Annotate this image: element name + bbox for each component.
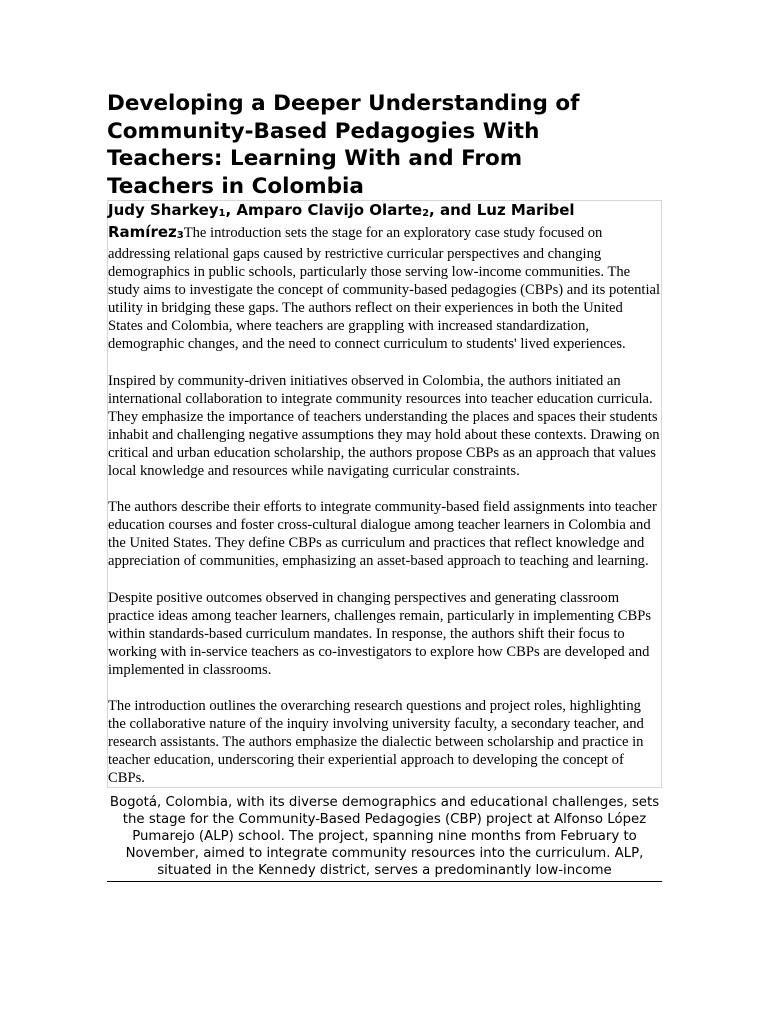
summary-paragraph: The introduction sets the stage for an exploratory case study focused on addressing relational gaps caused by restrictive curricular perspectives and changing demographics in public schools, particularly those serving low-income communities. The study aims to investigate the concept of community-based pedagogies (CBPs) and its potential utility in bridging these gaps. The authors reflect on their experiences in both the United States and Colombia, where teachers are grappling with increased standardization, demographic changes, and the need to connect curriculum to students' lived experiences. [108,225,661,353]
document-title: Developing a Deeper Understanding of Community-Based Pedagogies With Teachers: Learning With and From Teachers in Colombia [107,91,580,199]
summary-paragraph: Inspired by community-driven initiatives observed in Colombia, the authors initiated an international collaboration to integrate community resources into teacher education curricula. They emphasize the importance of teachers understanding the places and spaces their students inhabit and challenging negative assumptions they may hold about these contexts. Drawing on critical and urban education scholarship, the authors propose CBPs as an approach that values local knowledge and resources while navigating curricular constraints. [108,372,660,480]
document-page [107,90,662,882]
author-name: Amparo Clavijo Olarte [236,201,423,219]
summary-paragraph: The introduction outlines the overarching research questions and project roles, highlighting the collaborative nature of the inquiry involving university faculty, a secondary teacher, and research assistants. The authors emphasize the dialectic between scholarship and practice in teacher education, underscoring their experiential approach to developing the concept of CBPs. [108,697,644,787]
author-name: Luz Maribel Ramírez [108,201,575,241]
author-affiliation-mark: 3 [176,230,184,241]
author-affiliation-mark: 1 [218,208,226,219]
author-name: Judy Sharkey [108,201,219,219]
author-affiliation-mark: 2 [422,208,430,219]
summary-paragraph: The authors describe their efforts to integrate community-based field assignments into teacher education courses and foster cross-cultural dialogue among teacher learners in Colombia and the United States. They define CBPs as curriculum and practices that reflect knowledge and appreciation of communities, emphasizing an asset-based approach to teaching and learning. [108,499,657,570]
author-separator: , [225,201,237,219]
author-separator: , and [429,201,477,219]
summary-paragraph: Despite positive outcomes observed in changing perspectives and generating classroom practice ideas among teacher learners, challenges remain, particularly in implementing CBPs within standards-based curriculum mandates. In response, the authors shift their focus to working with in-service teachers as co-investigators to explore how CBPs are developed and implemented in classrooms. [108,589,652,678]
summary-box [107,200,662,788]
author-line-and-first-paragraph [108,201,661,354]
excerpt-paragraph: Bogotá, Colombia, with its diverse demographics and educational challenges, sets the stage for the Community-Based Pedagogies (CBP) project at Alfonso López Pumarejo (ALP) school. The project, spanning nine months from February to November, aimed to integrate community resources into the curriculum. ALP, situated in the Kennedy district, serves a predominantly low-income [107,794,662,882]
